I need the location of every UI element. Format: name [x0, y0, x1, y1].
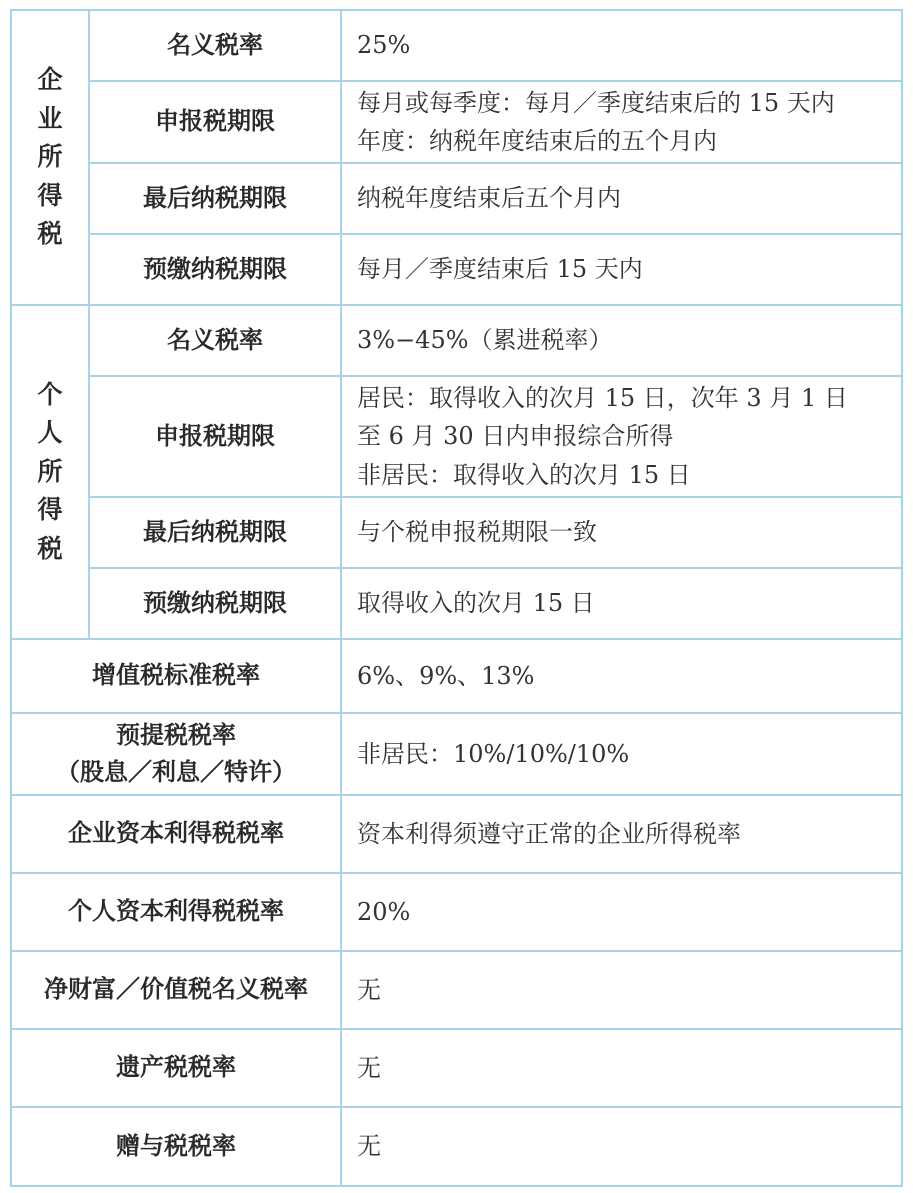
- table-row: [11, 639, 902, 713]
- table-row: [11, 713, 902, 795]
- row-value: 无: [341, 1107, 902, 1186]
- row-value: 纳税年度结束后五个月内: [341, 163, 902, 234]
- tax-rate-table: [10, 9, 903, 1187]
- row-value: 无: [341, 1029, 902, 1107]
- row-value: 3%−45%（累进税率）: [341, 305, 902, 376]
- row-label: 企业资本利得税税率: [11, 795, 341, 873]
- table-row: [11, 795, 902, 873]
- row-value: 每月／季度结束后 15 天内: [341, 234, 902, 305]
- row-value: 6%、9%、13%: [341, 639, 902, 713]
- row-label: 遗产税税率: [11, 1029, 341, 1107]
- row-value: 20%: [341, 873, 902, 951]
- table-row: [11, 305, 902, 376]
- row-label: 申报税期限: [89, 81, 341, 163]
- row-value: 非居民：10%/10%/10%: [341, 713, 902, 795]
- table-row: [11, 1107, 902, 1186]
- row-label: 预提税税率 （股息／利息／特许）: [11, 713, 341, 795]
- row-label: 最后纳税期限: [89, 163, 341, 234]
- row-label: 净财富／价值税名义税率: [11, 951, 341, 1029]
- table-row: [11, 10, 902, 81]
- row-label: 增值税标准税率: [11, 639, 341, 713]
- group-label-corporate-tax: 企业所得税: [11, 10, 89, 305]
- row-value: 与个税申报税期限一致: [341, 497, 902, 568]
- row-label: 预缴纳税期限: [89, 234, 341, 305]
- row-label: 赠与税税率: [11, 1107, 341, 1186]
- row-label: 申报税期限: [89, 376, 341, 497]
- row-label: 个人资本利得税税率: [11, 873, 341, 951]
- table-row: [11, 376, 902, 497]
- table-row: [11, 234, 902, 305]
- table-row: [11, 81, 902, 163]
- table-row: [11, 497, 902, 568]
- table-row: [11, 568, 902, 639]
- table-row: [11, 1029, 902, 1107]
- row-value: 取得收入的次月 15 日: [341, 568, 902, 639]
- row-value: 资本利得须遵守正常的企业所得税率: [341, 795, 902, 873]
- row-label: 名义税率: [89, 10, 341, 81]
- table-row: [11, 163, 902, 234]
- row-label: 最后纳税期限: [89, 497, 341, 568]
- row-value: 25%: [341, 10, 902, 81]
- row-label: 预缴纳税期限: [89, 568, 341, 639]
- row-value: 无: [341, 951, 902, 1029]
- table-row: [11, 951, 902, 1029]
- row-label: 名义税率: [89, 305, 341, 376]
- group-label-individual-tax: 个人所得税: [11, 305, 89, 639]
- row-value: 每月或每季度：每月／季度结束后的 15 天内 年度：纳税年度结束后的五个月内: [341, 81, 902, 163]
- table-row: [11, 873, 902, 951]
- row-value: 居民：取得收入的次月 15 日，次年 3 月 1 日 至 6 月 30 日内申报综合所得 非居民：取得收入的次月 15 日: [341, 376, 902, 497]
